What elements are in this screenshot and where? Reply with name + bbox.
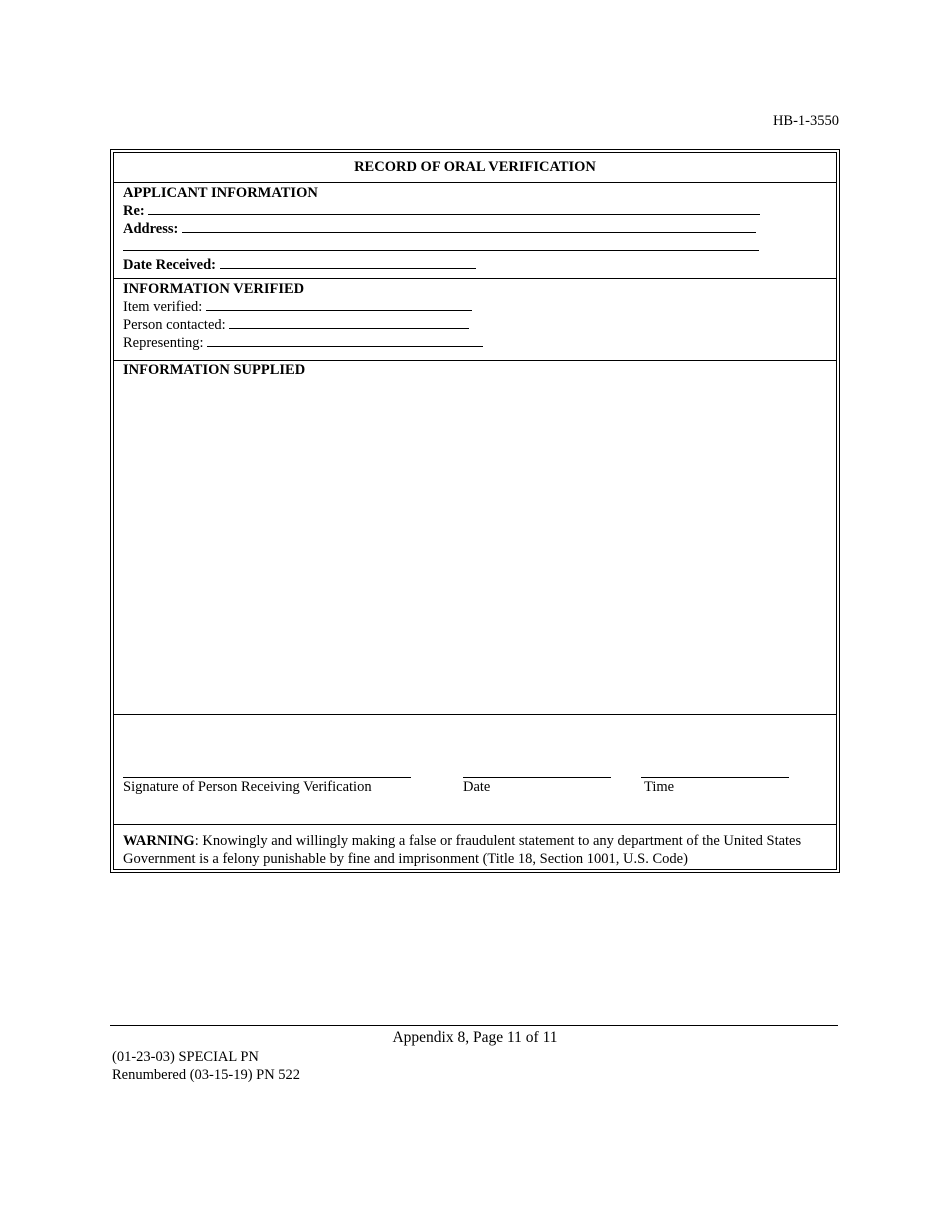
form-title: RECORD OF ORAL VERIFICATION xyxy=(114,153,836,183)
signature-field[interactable] xyxy=(123,777,411,778)
oral-verification-form xyxy=(110,149,840,873)
footer-page-number: Appendix 8, Page 11 of 11 xyxy=(392,1029,558,1046)
footer-divider xyxy=(110,1025,838,1026)
address-field-line2[interactable] xyxy=(123,238,759,251)
signature-section xyxy=(114,715,836,825)
address-label: Address: xyxy=(123,221,179,237)
warning-text: : Knowingly and willingly making a false or fraudulent statement to any department of the United States Government is a felony punishable by fine and imprisonment (Title 18, Section 1001, U.S. Code) xyxy=(123,833,802,867)
address-field-line1[interactable] xyxy=(182,220,756,233)
date-label: Date xyxy=(463,779,491,795)
person-contacted-row xyxy=(123,316,827,334)
form-inner-border xyxy=(113,152,837,870)
warning-section xyxy=(114,825,836,869)
supplied-heading: INFORMATION SUPPLIED xyxy=(123,362,306,378)
date-received-label: Date Received: xyxy=(123,257,216,273)
address-row xyxy=(123,220,827,238)
applicant-information-section xyxy=(114,183,836,279)
footer-note-2: Renumbered (03-15-19) PN 522 xyxy=(112,1067,301,1083)
re-label: Re: xyxy=(123,203,145,219)
person-contacted-label: Person contacted: xyxy=(123,317,226,333)
item-verified-field[interactable] xyxy=(206,298,472,311)
re-row xyxy=(123,202,827,220)
representing-label: Representing: xyxy=(123,335,204,351)
date-received-row xyxy=(123,256,827,274)
information-supplied-section[interactable] xyxy=(114,361,836,715)
warning-label: WARNING xyxy=(123,833,195,849)
date-received-field[interactable] xyxy=(220,256,476,269)
time-label: Time xyxy=(644,779,675,795)
information-verified-section xyxy=(114,279,836,361)
signature-label: Signature of Person Receiving Verification xyxy=(123,779,372,795)
time-field[interactable] xyxy=(641,777,789,778)
item-verified-label: Item verified: xyxy=(123,299,203,315)
footer-note-1: (01-23-03) SPECIAL PN xyxy=(112,1049,259,1065)
representing-field[interactable] xyxy=(207,334,483,347)
item-verified-row xyxy=(123,298,827,316)
re-field[interactable] xyxy=(148,202,760,215)
verified-heading: INFORMATION VERIFIED xyxy=(123,281,305,297)
footer-notes xyxy=(112,1048,300,1084)
document-id: HB-1-3550 xyxy=(772,113,839,129)
representing-row xyxy=(123,334,827,352)
address-row-2 xyxy=(123,238,827,256)
applicant-heading: APPLICANT INFORMATION xyxy=(123,185,318,201)
person-contacted-field[interactable] xyxy=(229,316,469,329)
date-field[interactable] xyxy=(463,777,611,778)
